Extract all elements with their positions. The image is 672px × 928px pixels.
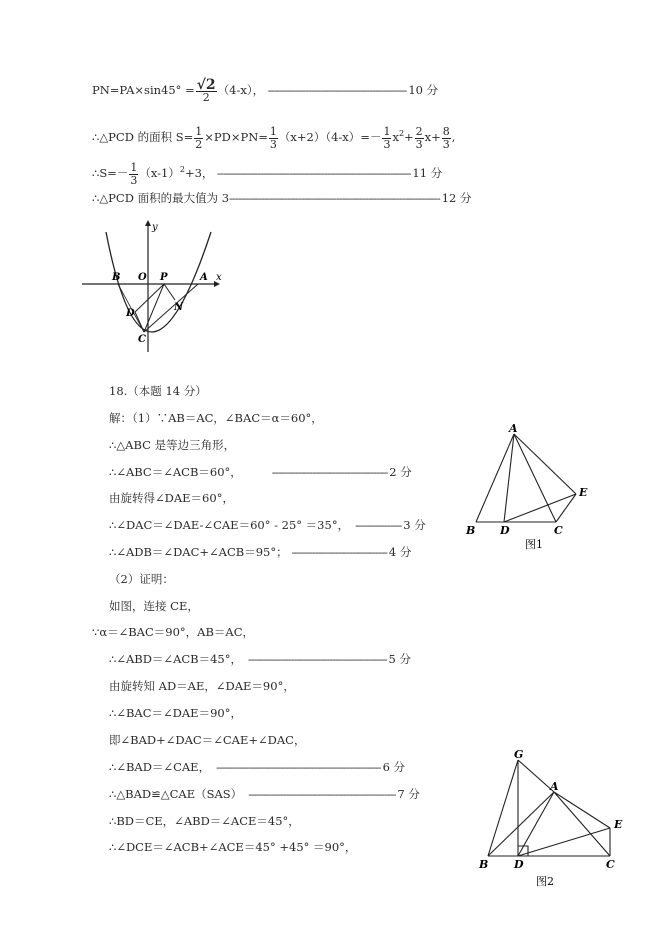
label-b: B: [479, 858, 489, 871]
parabola-curve: [106, 232, 211, 332]
label-d: D: [126, 308, 135, 319]
fraction: $\frac{8}{3}$: [442, 124, 450, 151]
segment-de: [504, 494, 576, 522]
score: 3 分: [403, 518, 426, 532]
line-s-vertex: ∴S=－ $\frac{1}{3}$ $(x-1)^2+3$， ------------------------------------------------------------------- 11 分: [92, 160, 443, 187]
problem-header: 18.（本题 14 分）: [109, 384, 207, 398]
label-e: E: [579, 486, 588, 499]
fraction: $\frac{1}{3}$: [383, 124, 391, 151]
solution-line: 解：（1）∵AB＝AC，∠BAC＝α＝60°，: [109, 411, 323, 425]
solution-line: 即∠BAD+∠DAC＝∠CAE+∠DAC，: [109, 733, 306, 747]
solution-line: ∴∠DCE＝∠ACB+∠ACE＝45° +45° ＝90°，: [109, 840, 357, 854]
solution-line: 如图，连接 CE，: [109, 599, 199, 613]
label-g: G: [514, 748, 524, 761]
score: 2 分: [389, 465, 412, 479]
label-p: P: [160, 272, 168, 283]
segment-ac: [514, 434, 556, 522]
fraction: $\frac{√2}{2}$: [196, 76, 216, 104]
solution-line: ∴∠ABC＝∠ACB＝60°， ---------------------------------------- 2 分: [109, 465, 412, 479]
label-d: D: [500, 524, 510, 537]
label-y: y: [152, 222, 158, 233]
solution-line: ∴△ABC 是等边三角形，: [109, 438, 236, 452]
solution-line: （2）证明：: [109, 572, 174, 586]
solution-line: ∴△BAD≌△CAE（SAS） --------------------------------------------------- 7 分: [109, 787, 420, 801]
figure-caption: 图1: [525, 538, 543, 551]
line-max-area: ∴△PCD 面积的最大值为 3------------------------------------------------------------------------- 12 分: [92, 191, 472, 205]
segment-ca: [144, 284, 198, 332]
segment-ae: [514, 434, 576, 494]
label-n: N: [174, 302, 184, 313]
segment-ga: [518, 760, 554, 792]
y-axis-arrow-icon: [145, 220, 151, 226]
triangle-figure-1: [462, 424, 602, 554]
solution-line: 由旋转得∠DAE＝60°，: [109, 491, 234, 505]
solution-line: 由旋转知 AD＝AE，∠DAE＝90°，: [109, 679, 295, 693]
segment-cp: [144, 284, 164, 332]
label-c: C: [606, 858, 615, 871]
triangle-figure-2: [476, 748, 636, 890]
label-d: D: [514, 858, 524, 871]
fraction: $\frac{2}{3}$: [415, 124, 423, 151]
figure-caption: 图2: [536, 875, 554, 888]
solution-line: ∴∠ADB＝∠DAC+∠ACB＝95°； --------------------------------- 4 分: [109, 545, 412, 559]
label-b: B: [466, 524, 476, 537]
score: 12 分: [441, 191, 472, 205]
solution-line: ∴∠BAC＝∠DAE＝90°，: [109, 706, 242, 720]
score: 10 分: [408, 83, 439, 97]
segment-ab: [476, 434, 514, 522]
label-a: A: [550, 780, 559, 793]
line-area-s: ∴△PCD 的面积 S= $\frac{1}{2}$ ×PD×PN= $\frac{1}{3}$ （x+2）（4-x）=－ $\frac{1}{3}$ $x^2+$ $\frac{2}{3}$ x+ $\frac{8}{3}$ ,: [92, 124, 456, 151]
score: 6 分: [382, 760, 406, 774]
segment-ac: [554, 792, 610, 856]
fraction: $\frac{1}{3}$: [269, 124, 277, 151]
solution-line: ∴∠ABD＝∠ACB＝45°， ------------------------------------------------ 5 分: [109, 652, 412, 666]
solution-line: ∴BD＝CE，∠ABD＝∠ACE＝45°，: [109, 814, 300, 828]
segment-ad: [504, 434, 514, 522]
label-o: O: [138, 272, 147, 283]
score: 11 分: [412, 166, 443, 180]
score: 7 分: [397, 787, 420, 801]
label-x: x: [216, 272, 222, 283]
solution-line: ∴∠BAD＝∠CAE， --------------------------------------------------------- 6 分: [109, 760, 406, 774]
segment-pn: [164, 284, 175, 300]
solution-line: ∴∠DAC＝∠DAE-∠CAE＝60° - 25° ＝35°， ---------------- 3 分: [109, 518, 426, 532]
solution-line: ∵α＝∠BAC＝90°，AB＝AC，: [92, 625, 255, 639]
score: 5 分: [388, 652, 412, 666]
fraction: $\frac{1}{2}$: [195, 124, 203, 151]
segment-ae: [554, 792, 610, 828]
label-a: A: [509, 424, 518, 435]
label-e: E: [614, 818, 623, 831]
score: 4 分: [388, 545, 412, 559]
fraction: $\frac{1}{3}$: [130, 160, 138, 187]
label-a: A: [200, 272, 208, 283]
segment-dp: [135, 284, 164, 312]
label-c: C: [554, 524, 563, 537]
label-c: C: [138, 334, 146, 345]
line-pn: PN=PA×sin45° = $\frac{√2}{2}$ （4-x）， ------------------------------------------------ 10 分: [92, 76, 439, 104]
parabola-figure: [80, 218, 230, 358]
label-b: B: [112, 272, 121, 283]
